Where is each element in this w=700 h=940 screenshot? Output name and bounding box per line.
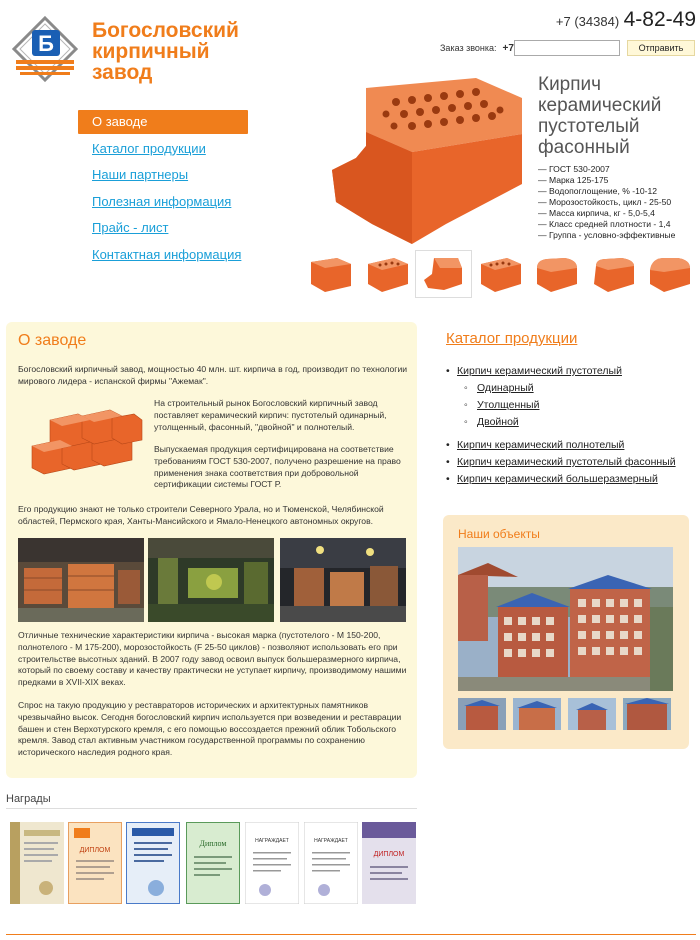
diploma-word: Диплом <box>199 839 227 848</box>
catalog-item-shaped[interactable]: • Кирпич керамический пустотелый фасонный <box>446 454 696 471</box>
spec-item: — Водопоглощение, % -10-12 <box>538 186 658 196</box>
diploma-word: ДИПЛОМ <box>373 851 405 858</box>
catalog-item-hollow[interactable]: • Кирпич керамический пустотелый <box>446 363 696 380</box>
product-thumb[interactable] <box>641 250 698 298</box>
logo-line: завод <box>92 61 153 84</box>
phone-number <box>556 8 696 32</box>
factory-photo[interactable] <box>18 538 144 622</box>
award-diploma[interactable] <box>362 822 416 904</box>
objects-thumb[interactable] <box>458 698 506 730</box>
nav-item-partners[interactable]: Наши партнеры <box>92 167 189 182</box>
main-nav <box>78 110 248 269</box>
spec-item: — Марка 125-175 <box>538 175 609 185</box>
spec-item: — Группа - условно-эффективные <box>538 230 676 240</box>
about-paragraph: Выпускаемая продукция сертифицирована на соответствие требованиям ГОСТ 530-2007, получено разрешение на право применения знака соответствия при добровольной сертификации системы ГОСТ Р. <box>154 444 401 490</box>
award-diploma[interactable] <box>304 822 358 904</box>
objects-main-photo[interactable] <box>458 547 673 691</box>
about-paragraph: На строительный рынок Богословский кирпичный завод поставляет керамический кирпич: пустотелый одинарный, утолщенный, фасонный, "двойной" и полнотелый. <box>154 398 387 432</box>
product-thumb[interactable] <box>302 250 359 298</box>
nav-item-catalog[interactable]: Каталог продукции <box>92 140 206 156</box>
diploma-word: ДИПЛОМ <box>79 847 111 854</box>
nav-item-about[interactable]: О заводе <box>78 110 248 134</box>
objects-thumb[interactable] <box>568 698 616 730</box>
logo-emblem[interactable] <box>12 16 78 86</box>
catalog-title-link[interactable]: Каталог продукции <box>446 330 578 347</box>
footer-divider <box>6 934 696 935</box>
awards-divider <box>6 808 417 809</box>
factory-photo[interactable] <box>148 538 274 622</box>
catalog-item-solid[interactable]: • Кирпич керамический полнотелый <box>446 437 696 454</box>
diploma-word: НАГРАЖДАЕТ <box>314 838 348 844</box>
callback-label-group <box>440 40 514 56</box>
logo-text[interactable] <box>92 20 262 83</box>
award-diploma[interactable] <box>126 822 180 904</box>
nav-item-price-list[interactable]: Прайс - лист <box>92 220 169 235</box>
bricks-stack-image <box>22 406 146 478</box>
about-panel <box>6 322 417 778</box>
product-thumb[interactable] <box>472 250 529 298</box>
hero-title-line: фасонный <box>538 137 630 158</box>
phone-main: 4-82-49 <box>623 8 696 31</box>
product-thumb[interactable] <box>528 250 585 298</box>
catalog-list <box>446 363 696 488</box>
spec-item: — Морозостойкость, цикл - 25-50 <box>538 197 672 207</box>
catalog-item-large[interactable]: • Кирпич керамический большеразмерный <box>446 471 696 488</box>
nav-item-contacts[interactable]: Контактная информация <box>92 246 242 262</box>
product-thumb[interactable] <box>585 250 642 298</box>
catalog-subitem-single[interactable]: ◦ Одинарный <box>446 380 696 397</box>
hero-title-line: Кирпич <box>538 74 602 95</box>
product-thumbnails <box>302 250 698 298</box>
objects-panel <box>443 515 689 749</box>
factory-photo[interactable] <box>280 538 406 622</box>
award-diploma[interactable] <box>68 822 122 904</box>
diploma-word: НАГРАЖДАЕТ <box>255 838 289 844</box>
about-title: О заводе <box>18 332 87 349</box>
callback-prefix: +7 <box>502 42 514 54</box>
hero-title-line: керамический <box>538 95 662 116</box>
hero-title <box>538 74 698 158</box>
callback-phone-input[interactable] <box>514 40 620 56</box>
award-diploma[interactable] <box>186 822 240 904</box>
award-diploma[interactable] <box>10 822 64 904</box>
product-thumb[interactable] <box>359 250 416 298</box>
nav-item-useful-info[interactable]: Полезная информация <box>92 193 232 209</box>
logo-letter: Б <box>38 31 54 56</box>
product-thumb-active[interactable] <box>415 250 472 298</box>
logo-line: кирпичный <box>92 40 210 63</box>
award-diploma[interactable] <box>245 822 299 904</box>
catalog-subitem-double[interactable]: ◦ Двойной <box>446 414 696 431</box>
catalog-sublist <box>446 380 696 431</box>
objects-thumb[interactable] <box>513 698 561 730</box>
send-button[interactable]: Отправить <box>627 40 695 56</box>
spec-list <box>538 164 698 241</box>
awards-title: Награды <box>6 793 51 805</box>
hero-title-line: пустотелый <box>538 116 640 137</box>
phone-code: +7 (34384) <box>555 14 620 29</box>
objects-thumb[interactable] <box>623 698 671 730</box>
about-paragraph: Богословский кирпичный завод, мощностью 40 млн. шт. кирпича в год, производит по технологии мирового лидера - испанской фирмы "Ажемак". <box>18 364 408 386</box>
objects-title: Наши объекты <box>458 527 540 541</box>
catalog-subitem-thickened[interactable]: ◦ Утолщенный <box>446 397 696 414</box>
spec-item: — ГОСТ 530-2007 <box>538 164 610 174</box>
about-paragraph: Его продукцию знают не только строители Северного Урала, но и Тюменской, Челябинской областей, Пермского края, Ханты-Мансийского и Ямало-Ненецкого автономных округов. <box>18 504 384 526</box>
spec-item: — Масса кирпича, кг - 5,0-5,4 <box>538 208 655 218</box>
spec-item: — Класс средней плотности - 1,4 <box>538 219 671 229</box>
callback-label: Заказ звонка: <box>440 43 497 53</box>
logo-line: Богословский <box>92 19 239 42</box>
about-paragraph: Спрос на такую продукцию у реставраторов исторических и архитектурных памятников чрезвычайно высок. Сегодня богословский кирпич используется при возведении и реставрации башен и стен Верхотурского кремля, с его помощью воссоздается прежний облик Тобольского кремля. Завод стал активным участником государственной программы по сохранению исторического наследия родного края. <box>18 700 402 758</box>
about-paragraph: Отличные технические характеристики кирпича - высокая марка (пустотелого - М 150-200, полнотелого - М 175-200), морозостойкость (F 25-50 циклов) - позволяют использовать его при строительстве высотных зданий. В 2007 году завод освоил выпуск большеразмерного кирпича, который по своему составу и качеству практически не уступает кирпичу, производимому нашими предками в XVII-XIX веках. <box>18 630 407 688</box>
hero-brick-image <box>326 74 522 244</box>
